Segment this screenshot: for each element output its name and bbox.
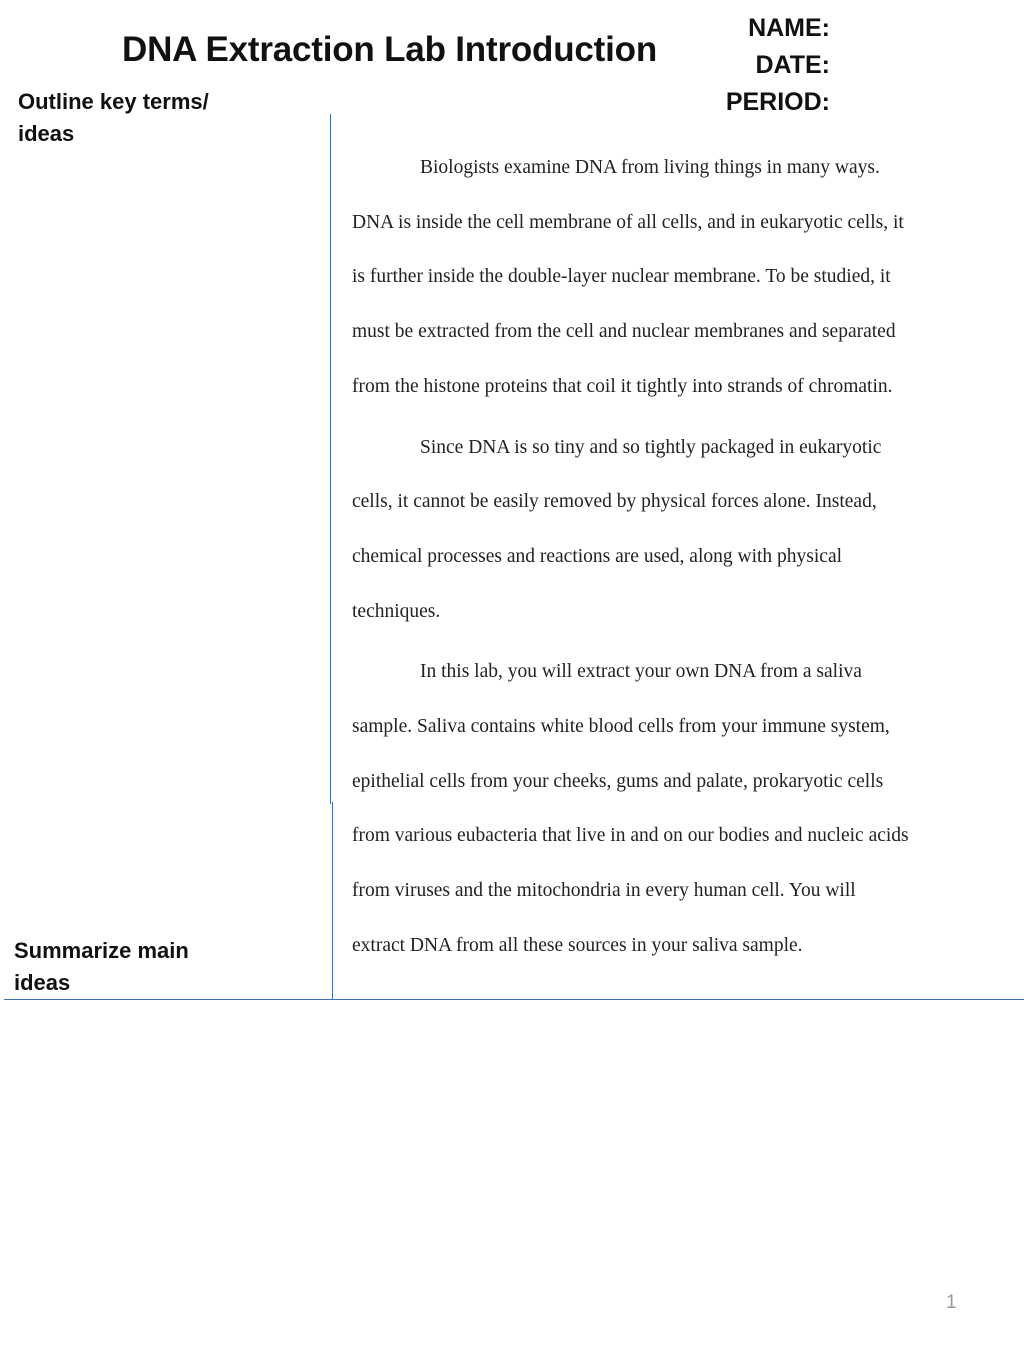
outline-key-terms-label xyxy=(18,86,248,150)
text-line xyxy=(352,141,1012,196)
student-info-block xyxy=(726,10,830,121)
text-line: from various eubacteria that live in and on our bodies and nucleic acids xyxy=(352,825,909,847)
page-number: 1 xyxy=(946,1292,957,1313)
date-label: DATE: xyxy=(755,51,830,79)
summarize-main-ideas-label xyxy=(14,935,234,999)
column-divider-lower xyxy=(332,802,333,1000)
text-line: cells, it cannot be easily removed by physical forces alone. Instead, xyxy=(352,491,877,513)
text-line: chemical processes and reactions are used, along with physical xyxy=(352,545,843,567)
text-line: sample. Saliva contains white blood cells from your immune system, xyxy=(352,716,890,738)
text-line xyxy=(352,645,1012,700)
period-label: PERIOD: xyxy=(725,88,830,116)
paragraph-2 xyxy=(352,421,1012,640)
text-line: is further inside the double-layer nuclear membrane. To be studied, it xyxy=(352,266,891,288)
text-line: must be extracted from the cell and nuclear membranes and separated xyxy=(352,321,896,343)
text-line: from viruses and the mitochondria in every human cell. You will xyxy=(352,880,856,902)
text-line xyxy=(352,421,1012,476)
column-divider-upper xyxy=(330,114,331,804)
text-line: epithelial cells from your cheeks, gums and palate, prokaryotic cells xyxy=(352,770,884,792)
introduction-text xyxy=(352,141,1012,980)
paragraph-1 xyxy=(352,141,1012,415)
outline-label-line: Outline key terms/ xyxy=(18,89,209,114)
summary-label-line: Summarize main xyxy=(14,938,189,963)
name-label: NAME: xyxy=(748,14,830,42)
paragraph-3 xyxy=(352,645,1012,973)
text-line: extract DNA from all these sources in your saliva sample. xyxy=(352,934,803,956)
text-line-content: Since DNA is so tiny and so tightly packaged in eukaryotic xyxy=(420,436,882,458)
text-line: from the histone proteins that coil it tightly into strands of chromatin. xyxy=(352,375,893,397)
text-line-content: In this lab, you will extract your own DNA from a saliva xyxy=(420,661,862,683)
text-line: techniques. xyxy=(352,600,441,622)
text-line: DNA is inside the cell membrane of all cells, and in eukaryotic cells, it xyxy=(352,211,904,233)
summary-divider xyxy=(4,999,1024,1000)
page-title: DNA Extraction Lab Introduction xyxy=(122,30,658,69)
text-line-content: Biologists examine DNA from living things in many ways. xyxy=(420,157,880,178)
summary-label-line: ideas xyxy=(14,970,71,995)
outline-label-line: ideas xyxy=(18,121,75,146)
